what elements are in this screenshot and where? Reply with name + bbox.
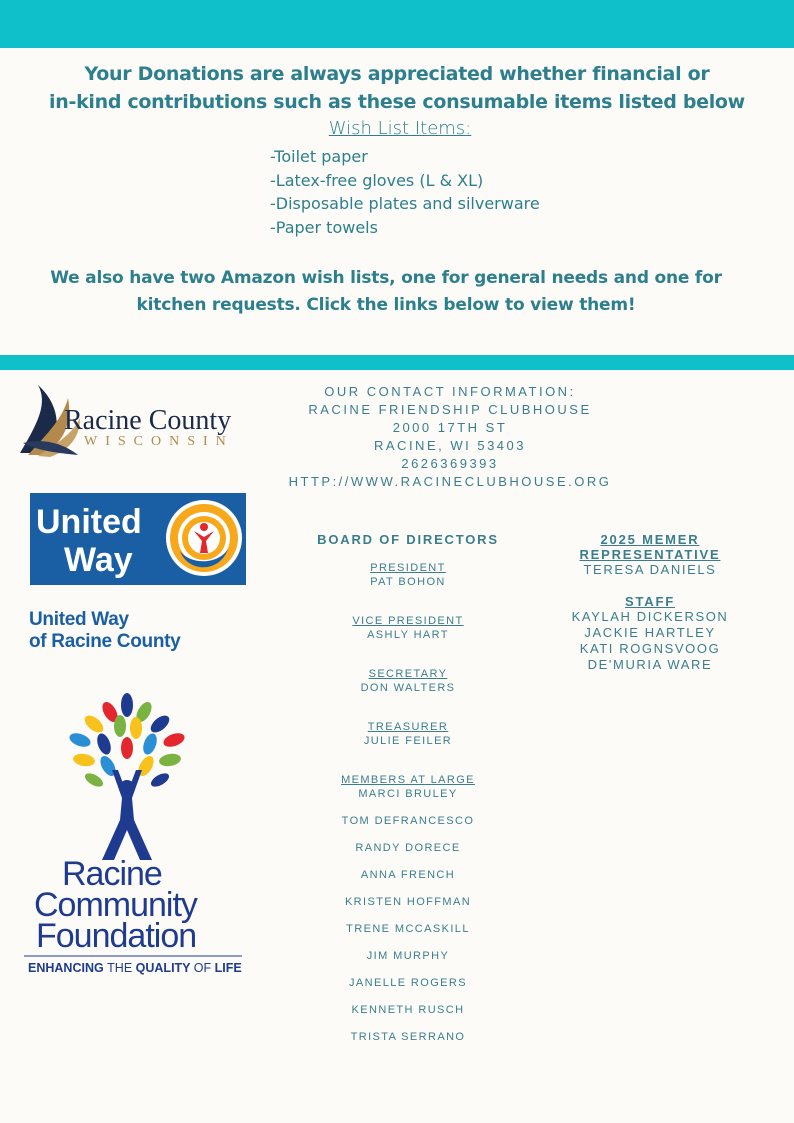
- svg-text:Racine: Racine: [62, 855, 162, 893]
- contact-street: 2000 17TH ST: [392, 420, 508, 435]
- list-item: -Toilet paper: [270, 147, 368, 166]
- list-item: ANNA FRENCH: [360, 869, 456, 881]
- contact-info: [250, 383, 650, 491]
- middle-teal-band: [0, 355, 794, 370]
- contact-heading: OUR CONTACT INFORMATION:: [324, 384, 576, 399]
- list-item: -Disposable plates and silverware: [270, 194, 540, 213]
- member-rep-name: TERESA DANIELS: [583, 562, 717, 577]
- list-item: TRISTA SERRANO: [350, 1031, 466, 1043]
- board-heading: BOARD OF DIRECTORS: [317, 532, 499, 547]
- united-way-badge: [30, 493, 260, 593]
- role-president: PRESIDENT: [370, 562, 446, 574]
- svg-text:Community: Community: [34, 886, 197, 924]
- list-item: TRENE MCCASKILL: [346, 923, 470, 935]
- top-teal-band: [0, 0, 794, 48]
- united-way-caption: United Way of Racine County: [29, 609, 181, 652]
- united-way-logo: [18, 483, 258, 663]
- donation-message: Your Donations are always appreciated whether financial or in-kind contributions such as these consumable items listed below: [49, 63, 745, 113]
- amazon-message: We also have two Amazon wish lists, one for general needs and one for kitchen requests. Click the links below to view them!: [50, 268, 722, 315]
- tree-leaves-icon: [68, 693, 187, 789]
- list-item: KAYLAH DICKERSON: [571, 609, 729, 624]
- svg-text:United: United: [36, 503, 142, 541]
- list-item: KRISTEN HOFFMAN: [344, 896, 472, 908]
- list-item: MARCI BRULEY: [358, 788, 458, 800]
- name-treasurer: JULIE FEILER: [363, 735, 453, 747]
- contact-org: RACINE FRIENDSHIP CLUBHOUSE: [308, 402, 592, 417]
- list-item: JIM MURPHY: [366, 950, 450, 962]
- list-item: RANDY DORECE: [355, 842, 461, 854]
- name-president: PAT BOHON: [370, 576, 446, 588]
- list-item: DE'MURIA WARE: [587, 657, 713, 672]
- list-item: -Latex-free gloves (L & XL): [270, 170, 484, 190]
- contact-website[interactable]: HTTP://WWW.RACINECLUBHOUSE.ORG: [288, 474, 612, 489]
- wisconsin-wordmark: WISCONSIN: [84, 434, 234, 449]
- role-secretary: SECRETARY: [368, 668, 448, 680]
- member-rep-heading: 2025 MEMER REPRESENTATIVE: [579, 532, 721, 562]
- staff-heading: STAFF: [625, 594, 675, 609]
- list-item: KENNETH RUSCH: [351, 1004, 465, 1016]
- member-rep-and-staff: [560, 532, 740, 673]
- role-vice-president: VICE PRESIDENT: [352, 615, 464, 627]
- contact-phone: 2626369393: [401, 456, 499, 471]
- wish-list-title: Wish List Items:: [328, 118, 472, 139]
- svg-text:®: ®: [236, 580, 242, 587]
- person-figure-icon: [102, 770, 152, 860]
- svg-text:ENHANCING THE QUALITY OF LIFE: ENHANCING THE QUALITY OF LIFE: [28, 961, 242, 975]
- board-of-directors: [288, 532, 528, 1044]
- name-vice-president: ASHLY HART: [367, 629, 449, 641]
- name-secretary: DON WALTERS: [360, 682, 456, 694]
- contact-city: RACINE, WI 53403: [374, 438, 526, 453]
- svg-text:Foundation: Foundation: [36, 917, 197, 955]
- svg-text:Way: Way: [64, 541, 133, 579]
- racine-community-foundation-logo: [22, 690, 247, 980]
- list-item: JANELLE ROGERS: [348, 977, 468, 989]
- role-treasurer: TREASURER: [367, 721, 449, 733]
- wish-list: [270, 145, 540, 239]
- role-members-at-large: MEMBERS AT LARGE: [341, 774, 475, 786]
- list-item: KATI ROGNSVOOG: [579, 641, 721, 656]
- racine-county-wordmark: Racine County: [64, 405, 232, 436]
- list-item: TOM DEFRANCESCO: [341, 815, 475, 827]
- racine-county-logo: [18, 383, 243, 458]
- list-item: -Paper towels: [270, 217, 378, 237]
- list-item: JACKIE HARTLEY: [584, 625, 716, 640]
